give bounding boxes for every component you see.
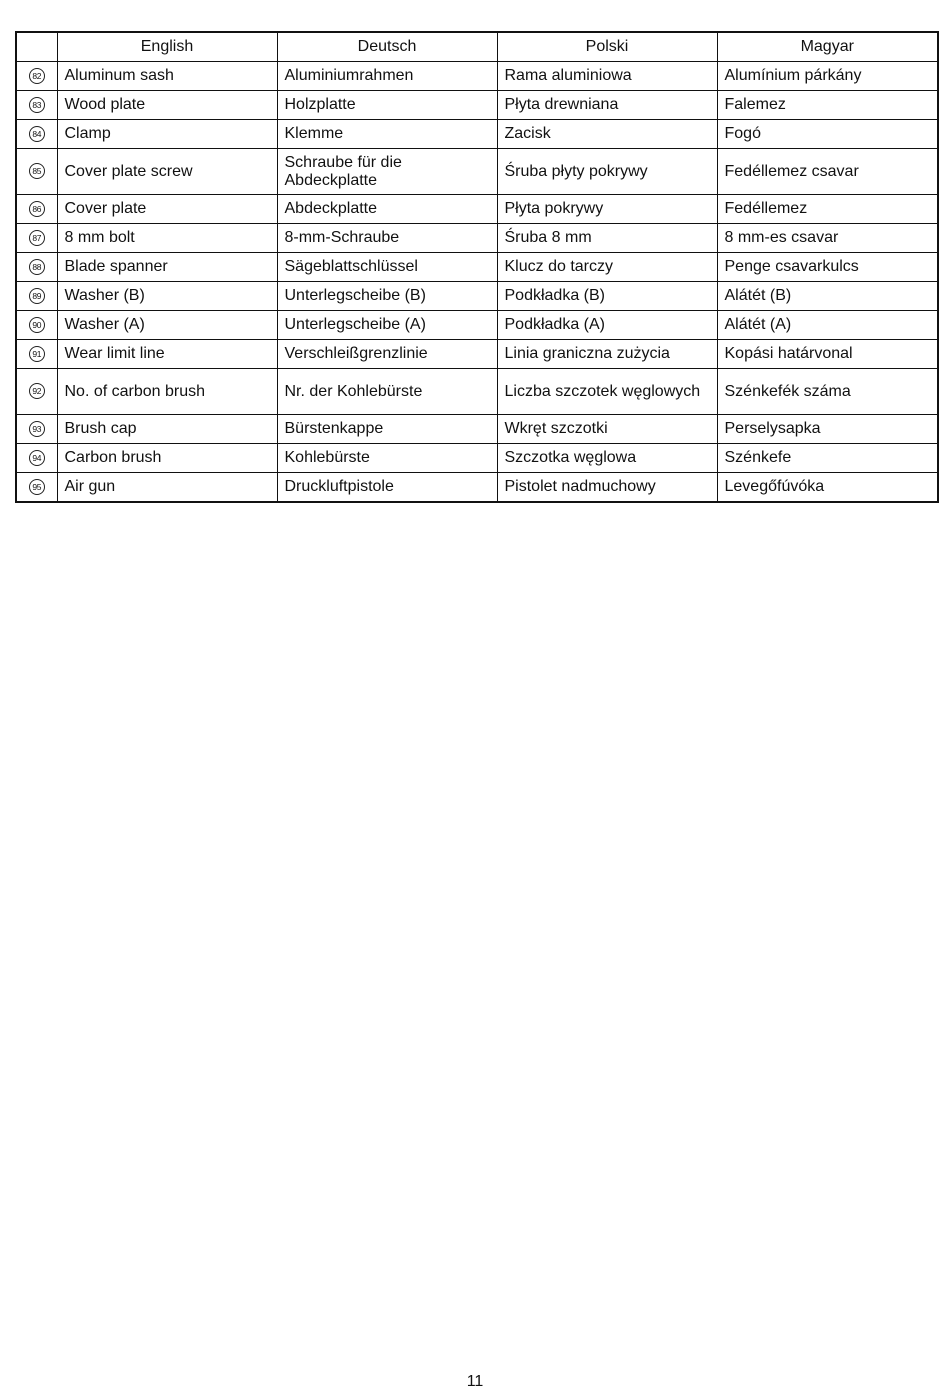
polski-cell: Pistolet nadmuchowy: [497, 473, 717, 503]
item-number-cell: [16, 340, 57, 369]
item-number-cell: [16, 91, 57, 120]
polski-cell: Śruba 8 mm: [497, 224, 717, 253]
parts-translation-table: [15, 31, 939, 503]
magyar-cell: Falemez: [717, 91, 938, 120]
table-header-row: [16, 32, 938, 62]
deutsch-cell: Abdeckplatte: [277, 195, 497, 224]
item-number-cell: [16, 473, 57, 503]
item-number-badge: 83: [29, 97, 45, 113]
column-header-magyar: Magyar: [717, 32, 938, 62]
table-row: [16, 195, 938, 224]
item-number-cell: [16, 282, 57, 311]
deutsch-cell: Nr. der Kohlebürste: [277, 369, 497, 415]
item-number-cell: [16, 444, 57, 473]
item-number-badge: 91: [29, 346, 45, 362]
polski-cell: Podkładka (A): [497, 311, 717, 340]
polski-cell: Płyta pokrywy: [497, 195, 717, 224]
deutsch-cell: 8-mm-Schraube: [277, 224, 497, 253]
item-number-cell: [16, 224, 57, 253]
english-cell: Cover plate: [57, 195, 277, 224]
polski-cell: Śruba płyty pokrywy: [497, 149, 717, 195]
deutsch-cell: Unterlegscheibe (A): [277, 311, 497, 340]
magyar-cell: Fogó: [717, 120, 938, 149]
item-number-badge: 95: [29, 479, 45, 495]
deutsch-cell: Verschleißgrenzlinie: [277, 340, 497, 369]
polski-cell: Klucz do tarczy: [497, 253, 717, 282]
polski-cell: Wkręt szczotki: [497, 415, 717, 444]
polski-cell: Szczotka węglowa: [497, 444, 717, 473]
magyar-cell: Levegőfúvóka: [717, 473, 938, 503]
english-cell: Wood plate: [57, 91, 277, 120]
table-row: [16, 340, 938, 369]
item-number-badge: 86: [29, 201, 45, 217]
item-number-badge: 94: [29, 450, 45, 466]
deutsch-cell: Holzplatte: [277, 91, 497, 120]
table-row: [16, 369, 938, 415]
table-row: [16, 473, 938, 503]
item-number-badge: 88: [29, 259, 45, 275]
table-row: [16, 149, 938, 195]
magyar-cell: Kopási határvonal: [717, 340, 938, 369]
table-row: [16, 415, 938, 444]
deutsch-cell: Kohlebürste: [277, 444, 497, 473]
deutsch-cell: Bürstenkappe: [277, 415, 497, 444]
polski-cell: Liczba szczotek węglowych: [497, 369, 717, 415]
item-number-badge: 89: [29, 288, 45, 304]
table-row: [16, 444, 938, 473]
deutsch-cell: Schraube für die Abdeckplatte: [277, 149, 497, 195]
magyar-cell: 8 mm-es csavar: [717, 224, 938, 253]
deutsch-cell: Druckluftpistole: [277, 473, 497, 503]
item-number-badge: 92: [29, 383, 45, 399]
english-cell: Washer (A): [57, 311, 277, 340]
deutsch-cell: Aluminiumrahmen: [277, 62, 497, 91]
item-number-cell: [16, 62, 57, 91]
column-header-english: English: [57, 32, 277, 62]
magyar-cell: Penge csavarkulcs: [717, 253, 938, 282]
magyar-cell: Fedéllemez: [717, 195, 938, 224]
english-cell: Washer (B): [57, 282, 277, 311]
english-cell: No. of carbon brush: [57, 369, 277, 415]
polski-cell: Płyta drewniana: [497, 91, 717, 120]
english-cell: 8 mm bolt: [57, 224, 277, 253]
item-number-badge: 93: [29, 421, 45, 437]
table-row: [16, 91, 938, 120]
item-number-cell: [16, 369, 57, 415]
item-number-cell: [16, 253, 57, 282]
magyar-cell: Szénkefék száma: [717, 369, 938, 415]
item-number-badge: 90: [29, 317, 45, 333]
table-row: [16, 311, 938, 340]
item-number-badge: 82: [29, 68, 45, 84]
page-number: 11: [466, 1373, 484, 1390]
polski-cell: Linia graniczna zużycia: [497, 340, 717, 369]
item-number-cell: [16, 149, 57, 195]
column-header-polski: Polski: [497, 32, 717, 62]
table-row: [16, 120, 938, 149]
deutsch-cell: Klemme: [277, 120, 497, 149]
english-cell: Clamp: [57, 120, 277, 149]
number-column-header: [16, 32, 57, 62]
item-number-badge: 85: [29, 163, 45, 179]
item-number-badge: 84: [29, 126, 45, 142]
item-number-cell: [16, 415, 57, 444]
table-row: [16, 224, 938, 253]
english-cell: Air gun: [57, 473, 277, 503]
item-number-cell: [16, 311, 57, 340]
polski-cell: Podkładka (B): [497, 282, 717, 311]
english-cell: Carbon brush: [57, 444, 277, 473]
english-cell: Blade spanner: [57, 253, 277, 282]
item-number-badge: 87: [29, 230, 45, 246]
table-row: [16, 282, 938, 311]
polski-cell: Zacisk: [497, 120, 717, 149]
magyar-cell: Szénkefe: [717, 444, 938, 473]
magyar-cell: Fedéllemez csavar: [717, 149, 938, 195]
magyar-cell: Alátét (B): [717, 282, 938, 311]
english-cell: Aluminum sash: [57, 62, 277, 91]
english-cell: Brush cap: [57, 415, 277, 444]
column-header-deutsch: Deutsch: [277, 32, 497, 62]
table-row: [16, 253, 938, 282]
magyar-cell: Alátét (A): [717, 311, 938, 340]
item-number-cell: [16, 120, 57, 149]
polski-cell: Rama aluminiowa: [497, 62, 717, 91]
english-cell: Cover plate screw: [57, 149, 277, 195]
item-number-cell: [16, 195, 57, 224]
english-cell: Wear limit line: [57, 340, 277, 369]
deutsch-cell: Unterlegscheibe (B): [277, 282, 497, 311]
deutsch-cell: Sägeblattschlüssel: [277, 253, 497, 282]
magyar-cell: Alumínium párkány: [717, 62, 938, 91]
magyar-cell: Perselysapka: [717, 415, 938, 444]
table-row: [16, 62, 938, 91]
